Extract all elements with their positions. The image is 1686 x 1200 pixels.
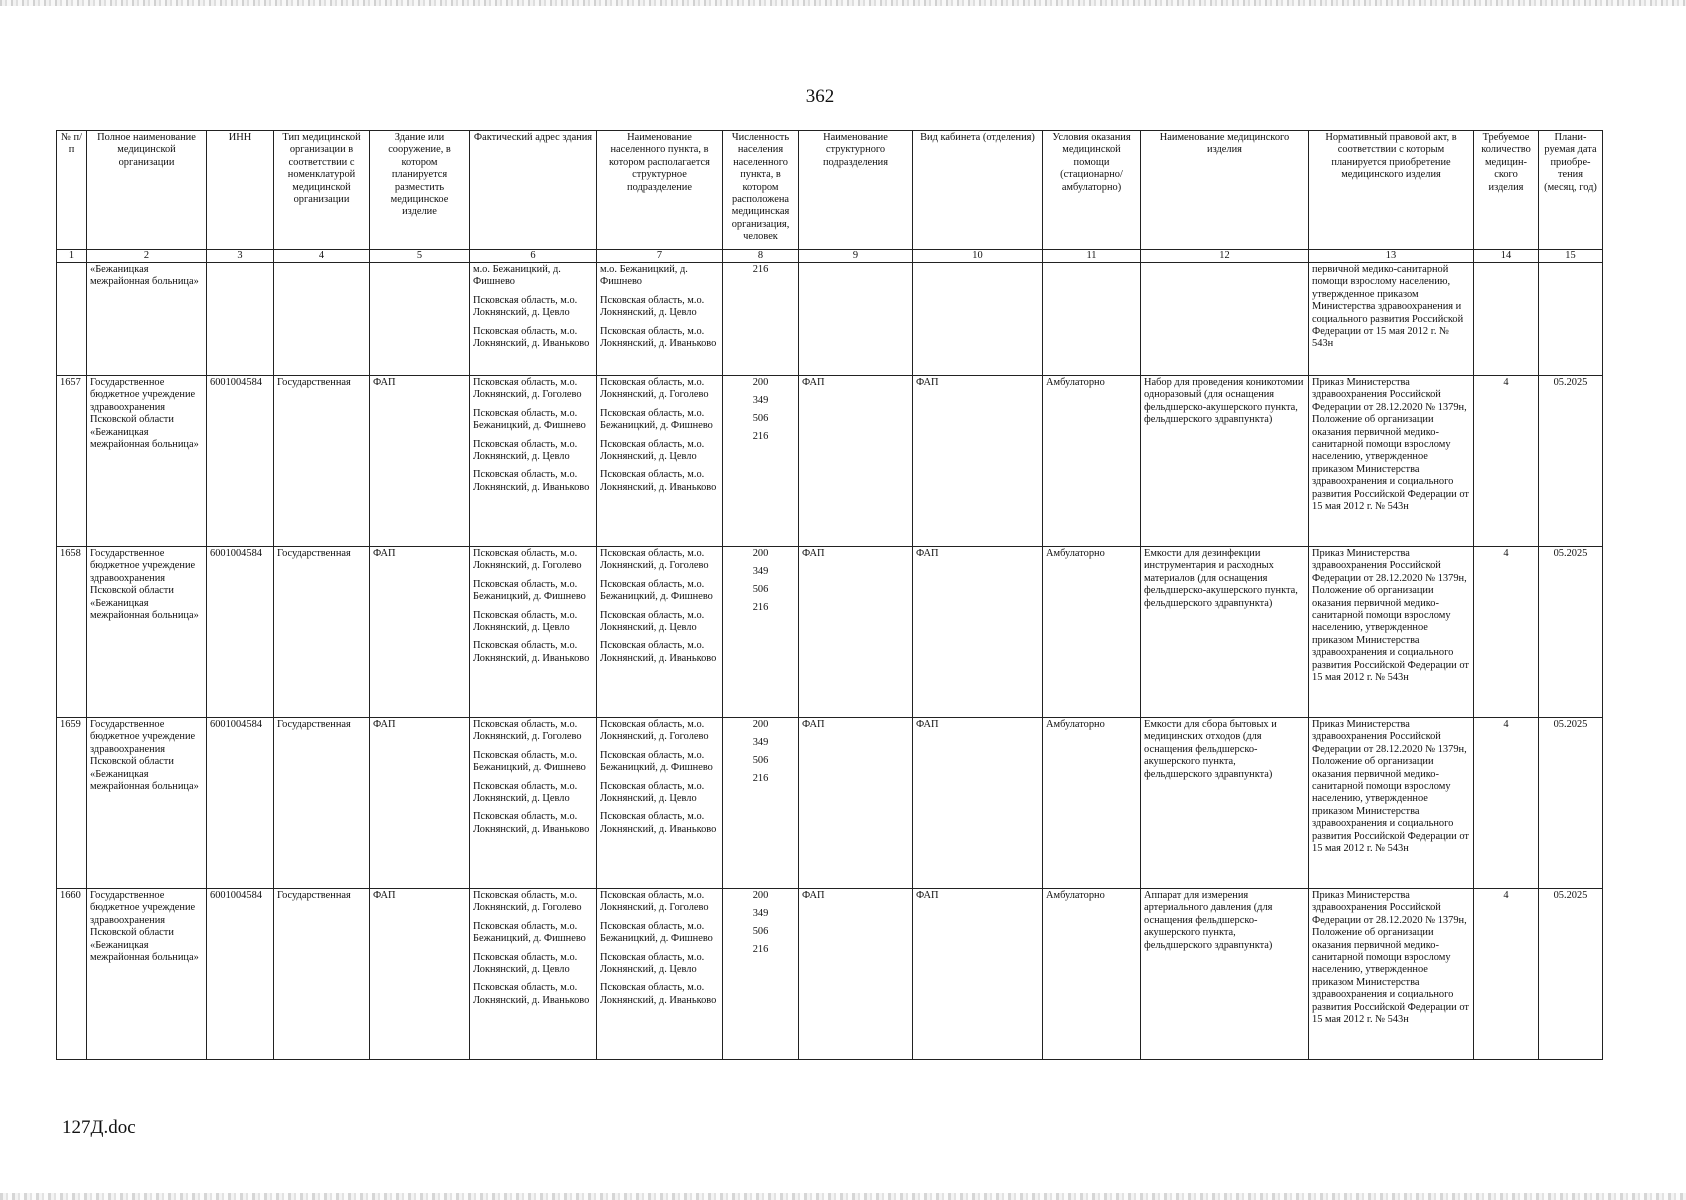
cell-date: 05.2025 — [1539, 547, 1603, 718]
cell-cabinet — [913, 263, 1043, 376]
address-line: Псковская область, м.о. Локнянский, д. Иваньково — [473, 469, 590, 493]
population-value: 200 — [752, 890, 769, 901]
cell-date: 05.2025 — [1539, 889, 1603, 1060]
cell-org-type — [274, 263, 370, 376]
cell-device: Емкости для сбора бытовых и медицинских отходов (для оснащения фельдшерско-акушерского пункта, фельдшерского здравпункта) — [1141, 718, 1309, 889]
cell-inn: 6001004584 — [207, 547, 274, 718]
address-line: Псковская область, м.о. Локнянский, д. Цевло — [473, 780, 578, 805]
population-value: 506 — [752, 755, 769, 766]
settlement-line: Псковская область, м.о. Локнянский, д. Цевло — [600, 609, 705, 634]
header-cell: Численность населения населенного пункта, в котором расположена медицинская организация, человек — [723, 131, 799, 250]
cell-legal-act: Приказ Министерства здравоохранения Российской Федерации от 28.12.2020 № 1379н, Положение об организации оказания первичной медико-санитарной помощи взрослому населению, утвержденное приказом Министерства здравоохранения и социального развития Российской Федерации от 15 мая 2012 г. № 543н — [1309, 376, 1474, 547]
cell-unit: ФАП — [799, 547, 913, 718]
cell-quantity: 4 — [1474, 889, 1539, 1060]
cell-addresses — [470, 889, 597, 1060]
column-number: 6 — [470, 250, 597, 263]
settlement-line: Псковская область, м.о. Бежаницкий, д. Фишнево — [600, 920, 713, 945]
settlement-line: Псковская область, м.о. Локнянский, д. Гоголево — [600, 548, 709, 572]
cell-org-type: Государственная — [274, 547, 370, 718]
cell-addresses — [470, 718, 597, 889]
cell-settlements — [597, 889, 723, 1060]
cell-date: 05.2025 — [1539, 376, 1603, 547]
population-value: 506 — [752, 926, 769, 937]
cell-quantity: 4 — [1474, 718, 1539, 889]
cell-legal-act: первичной медико-санитарной помощи взрослому населению, утвержденное приказом Министерства здравоохранения и социального развития Российской Федерации от 15 мая 2012 г. № 543н — [1309, 263, 1474, 376]
cell-num: 1657 — [57, 376, 87, 547]
cell-org-type: Государственная — [274, 889, 370, 1060]
address-line: Псковская область, м.о. Бежаницкий, д. Фишнево — [473, 578, 586, 603]
cell-unit: ФАП — [799, 376, 913, 547]
header-cell: Вид кабинета (отделения) — [913, 131, 1043, 250]
cell-conditions: Амбулаторно — [1043, 547, 1141, 718]
settlement-line: Псковская область, м.о. Локнянский, д. Цевло — [600, 438, 705, 463]
column-number: 8 — [723, 250, 799, 263]
header-cell: Фактический адрес здания — [470, 131, 597, 250]
equipment-table — [56, 130, 1603, 1060]
population-value: 506 — [752, 584, 769, 595]
address-line: Псковская область, м.о. Локнянский, д. Цевло — [473, 609, 578, 634]
column-number: 12 — [1141, 250, 1309, 263]
cell-unit: ФАП — [799, 889, 913, 1060]
column-number: 15 — [1539, 250, 1603, 263]
cell-settlements — [597, 263, 723, 376]
cell-num — [57, 263, 87, 376]
cell-unit: ФАП — [799, 718, 913, 889]
cell-legal-act: Приказ Министерства здравоохранения Российской Федерации от 28.12.2020 № 1379н, Положение об организации оказания первичной медико-санитарной помощи взрослому населению, утвержденное приказом Министерства здравоохранения и социального развития Российской Федерации от 15 мая 2012 г. № 543н — [1309, 547, 1474, 718]
settlement-line: Псковская область, м.о. Локнянский, д. Гоголево — [600, 377, 709, 401]
cell-org-type: Государственная — [274, 376, 370, 547]
cell-org-name: Государственное бюджетное учреждение здравоохранения Псковской области «Бежаницкая межрайонная больница» — [87, 718, 207, 889]
cell-addresses — [470, 376, 597, 547]
table-row — [57, 889, 1603, 1060]
address-line: Псковская область, м.о. Бежаницкий, д. Фишнево — [473, 749, 586, 774]
cell-settlements — [597, 376, 723, 547]
cell-device — [1141, 263, 1309, 376]
cell-building — [370, 263, 470, 376]
settlement-line: Псковская область, м.о. Локнянский, д. Цевло — [600, 951, 705, 976]
cell-legal-act: Приказ Министерства здравоохранения Российской Федерации от 28.12.2020 № 1379н, Положение об организации оказания первичной медико-санитарной помощи взрослому населению, утвержденное приказом Министерства здравоохранения и социального развития Российской Федерации от 15 мая 2012 г. № 543н — [1309, 718, 1474, 889]
cell-conditions: Амбулаторно — [1043, 889, 1141, 1060]
population-value: 216 — [752, 264, 769, 275]
cell-unit — [799, 263, 913, 376]
cell-conditions — [1043, 263, 1141, 376]
page-number: 362 — [805, 86, 835, 107]
header-cell: Полное наименование медицинской организации — [87, 131, 207, 250]
header-cell: № п/п — [57, 131, 87, 250]
population-value: 200 — [752, 377, 769, 388]
column-number: 10 — [913, 250, 1043, 263]
header-cell: Тип медицинской организации в соответствии с номенклатурой медицинской организации — [274, 131, 370, 250]
population-value: 200 — [752, 719, 769, 730]
column-number: 11 — [1043, 250, 1141, 263]
population-value: 349 — [752, 908, 769, 919]
cell-org-name: «Бежаницкая межрайонная больница» — [87, 263, 207, 376]
cell-quantity: 4 — [1474, 547, 1539, 718]
settlement-line: Псковская область, м.о. Локнянский, д. Иваньково — [600, 469, 717, 493]
population-value: 349 — [752, 737, 769, 748]
cell-inn: 6001004584 — [207, 718, 274, 889]
cell-quantity: 4 — [1474, 376, 1539, 547]
cell-org-name: Государственное бюджетное учреждение здравоохранения Псковской области «Бежаницкая межрайонная больница» — [87, 547, 207, 718]
population-value: 349 — [752, 566, 769, 577]
population-value: 216 — [752, 944, 769, 955]
header-cell: Наименование населенного пункта, в котором располагается структурное подразделение — [597, 131, 723, 250]
column-number: 14 — [1474, 250, 1539, 263]
header-cell: Условия оказания медицинской помощи (стационарно/ амбулаторно) — [1043, 131, 1141, 250]
header-cell: Нормативный правовой акт, в соответствии с которым планируется приобретение медицинского изделия — [1309, 131, 1474, 250]
table-row — [57, 547, 1603, 718]
cell-org-type: Государственная — [274, 718, 370, 889]
cell-inn: 6001004584 — [207, 889, 274, 1060]
population-value: 200 — [752, 548, 769, 559]
cell-conditions: Амбулаторно — [1043, 718, 1141, 889]
settlement-line: Псковская область, м.о. Локнянский, д. Гоголево — [600, 890, 709, 914]
settlement-line: Псковская область, м.о. Локнянский, д. Иваньково — [600, 640, 717, 664]
header-row — [57, 131, 1603, 250]
header-cell: Плани-руемая дата приобре-тения (месяц, год) — [1539, 131, 1603, 250]
cell-cabinet: ФАП — [913, 889, 1043, 1060]
cell-building: ФАП — [370, 547, 470, 718]
cell-cabinet: ФАП — [913, 547, 1043, 718]
address-line: Псковская область, м.о. Бежаницкий, д. Фишнево — [473, 920, 586, 945]
population-value: 506 — [752, 413, 769, 424]
cell-date: 05.2025 — [1539, 718, 1603, 889]
settlement-line: Псковская область, м.о. Локнянский, д. Цевло — [600, 780, 705, 805]
address-line: Псковская область, м.о. Локнянский, д. Цевло — [473, 951, 578, 976]
cell-device: Набор для проведения коникотомии одноразовый (для оснащения фельдшерско-акушерского пункта, фельдшерского здравпункта) — [1141, 376, 1309, 547]
cell-inn — [207, 263, 274, 376]
cell-num: 1660 — [57, 889, 87, 1060]
cell-cabinet: ФАП — [913, 376, 1043, 547]
header-cell: Здание или сооружение, в котором планируется разместить медицинское изделие — [370, 131, 470, 250]
population-value: 349 — [752, 395, 769, 406]
settlement-line: Псковская область, м.о. Бежаницкий, д. Фишнево — [600, 407, 713, 432]
population-value: 216 — [752, 602, 769, 613]
table-row-continuation — [57, 263, 1603, 376]
column-number: 9 — [799, 250, 913, 263]
settlement-line: м.о. Бежаницкий, д. Фишнево — [600, 264, 688, 288]
column-number: 13 — [1309, 250, 1474, 263]
settlement-line: Псковская область, м.о. Бежаницкий, д. Фишнево — [600, 749, 713, 774]
settlement-line: Псковская область, м.о. Локнянский, д. Гоголево — [600, 719, 709, 743]
address-line: Псковская область, м.о. Локнянский, д. Цевло — [473, 438, 578, 463]
address-line: Псковская область, м.о. Локнянский, д. Гоголево — [473, 377, 582, 401]
address-line: Псковская область, м.о. Локнянский, д. Цевло — [473, 294, 578, 319]
column-number: 7 — [597, 250, 723, 263]
cell-cabinet: ФАП — [913, 718, 1043, 889]
cell-num: 1658 — [57, 547, 87, 718]
settlement-line: Псковская область, м.о. Локнянский, д. Иваньково — [600, 325, 717, 350]
address-line: Псковская область, м.о. Локнянский, д. Иваньково — [473, 640, 590, 664]
header-cell: Наименование структурного подразделения — [799, 131, 913, 250]
cell-building: ФАП — [370, 889, 470, 1060]
column-number: 1 — [57, 250, 87, 263]
cell-device: Емкости для дезинфекции инструментария и расходных материалов (для оснащения фельдшерско-акушерского пункта, фельдшерского здравпункта) — [1141, 547, 1309, 718]
table-row — [57, 376, 1603, 547]
header-cell: Наименование медицинского изделия — [1141, 131, 1309, 250]
column-number-row — [57, 250, 1603, 263]
address-line: Псковская область, м.о. Локнянский, д. Гоголево — [473, 890, 582, 914]
cell-settlements — [597, 547, 723, 718]
column-number: 3 — [207, 250, 274, 263]
address-line: Псковская область, м.о. Локнянский, д. Гоголево — [473, 548, 582, 572]
cell-population — [723, 376, 799, 547]
cell-inn: 6001004584 — [207, 376, 274, 547]
cell-addresses — [470, 547, 597, 718]
cell-conditions: Амбулаторно — [1043, 376, 1141, 547]
cell-num: 1659 — [57, 718, 87, 889]
scan-edge-top — [0, 0, 1686, 6]
header-cell: Требуемое количество медицин-ского изделия — [1474, 131, 1539, 250]
cell-population — [723, 889, 799, 1060]
address-line: Псковская область, м.о. Локнянский, д. Гоголево — [473, 719, 582, 743]
address-line: Псковская область, м.о. Локнянский, д. Иваньково — [473, 982, 590, 1006]
cell-legal-act: Приказ Министерства здравоохранения Российской Федерации от 28.12.2020 № 1379н, Положение об организации оказания первичной медико-санитарной помощи взрослому населению, утвержденное приказом Министерства здравоохранения и социального развития Российской Федерации от 15 мая 2012 г. № 543н — [1309, 889, 1474, 1060]
settlement-line: Псковская область, м.о. Локнянский, д. Иваньково — [600, 811, 717, 835]
cell-building: ФАП — [370, 376, 470, 547]
column-number: 2 — [87, 250, 207, 263]
address-line: Псковская область, м.о. Бежаницкий, д. Фишнево — [473, 407, 586, 432]
settlement-line: Псковская область, м.о. Локнянский, д. Цевло — [600, 294, 705, 319]
column-number: 4 — [274, 250, 370, 263]
cell-population — [723, 718, 799, 889]
cell-date — [1539, 263, 1603, 376]
header-cell: ИНН — [207, 131, 274, 250]
cell-device: Аппарат для измерения артериального давления (для оснащения фельдшерско-акушерского пункта, фельдшерского здравпункта) — [1141, 889, 1309, 1060]
cell-population — [723, 547, 799, 718]
address-line: Псковская область, м.о. Локнянский, д. Иваньково — [473, 325, 590, 350]
cell-population — [723, 263, 799, 376]
settlement-line: Псковская область, м.о. Локнянский, д. Иваньково — [600, 982, 717, 1006]
cell-addresses — [470, 263, 597, 376]
document-filename: 127Д.doc — [62, 1117, 136, 1138]
address-line: Псковская область, м.о. Локнянский, д. Иваньково — [473, 811, 590, 835]
cell-building: ФАП — [370, 718, 470, 889]
scan-edge-bottom — [0, 1193, 1686, 1200]
table-row — [57, 718, 1603, 889]
address-line: м.о. Бежаницкий, д. Фишнево — [473, 264, 561, 288]
settlement-line: Псковская область, м.о. Бежаницкий, д. Фишнево — [600, 578, 713, 603]
population-value: 216 — [752, 773, 769, 784]
cell-quantity — [1474, 263, 1539, 376]
cell-org-name: Государственное бюджетное учреждение здравоохранения Псковской области «Бежаницкая межрайонная больница» — [87, 376, 207, 547]
cell-settlements — [597, 718, 723, 889]
cell-org-name: Государственное бюджетное учреждение здравоохранения Псковской области «Бежаницкая межрайонная больница» — [87, 889, 207, 1060]
population-value: 216 — [752, 431, 769, 442]
column-number: 5 — [370, 250, 470, 263]
